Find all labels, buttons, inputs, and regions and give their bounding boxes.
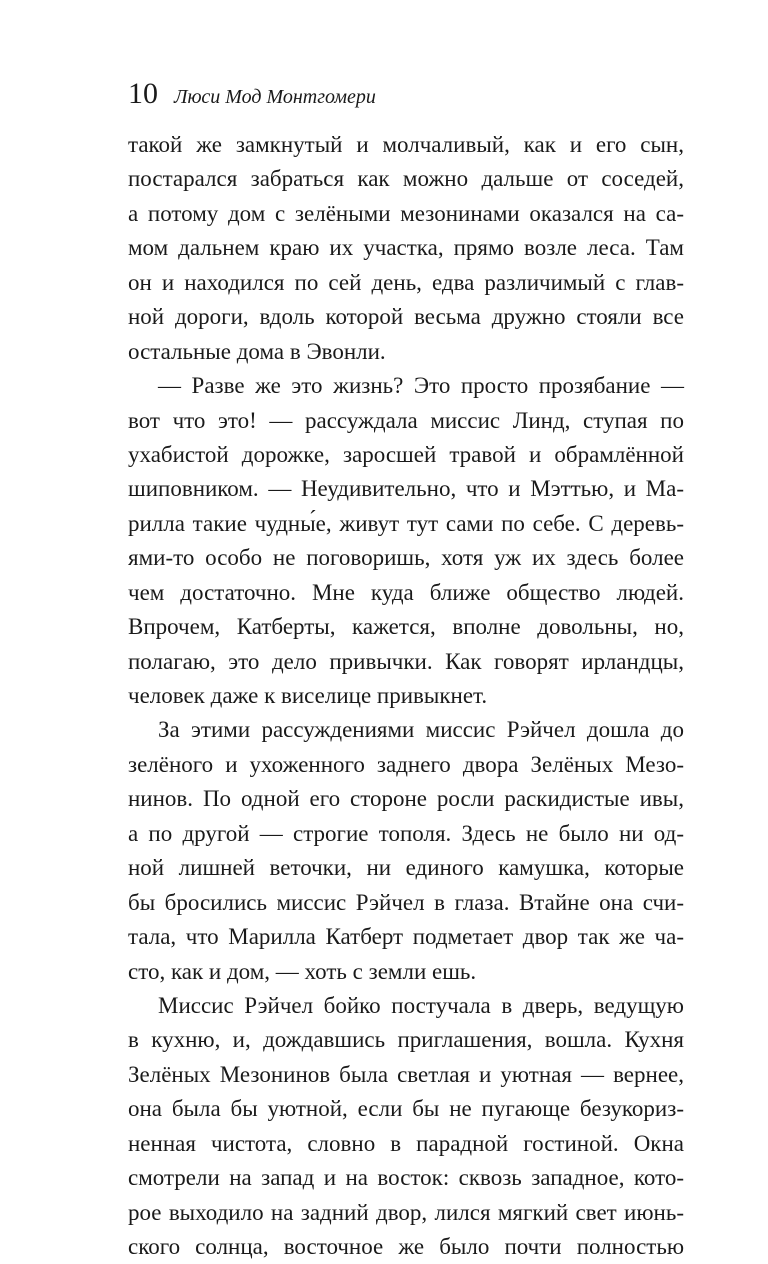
text-line: в кухню, и, дождавшись приглашения, вошла. Кухня [128,1027,684,1053]
text-line: ями-то особо не поговоришь, хотя уж их здесь более [128,545,684,571]
text-line: ского солнца, восточное же было почти полностью [128,1234,684,1259]
paragraph-last-line: сто, как и дом, — хоть с земли ешь. [128,958,477,984]
text-line: тала, что Марилла Катберт подметает двор так же ча- [128,924,684,950]
text-line: она была бы уютной, если бы не пугающе безукориз- [128,1096,684,1122]
paragraph-last-line: остальные дома в Эвонли. [128,338,386,364]
text-line: зелёного и ухоженного заднего двора Зелёных Мезо- [128,751,684,777]
text-line: ненная чистота, словно в парадной гостиной. Окна [128,1130,684,1156]
page-number: 10 [128,77,158,110]
text-line: вот что это! — рассуждала миссис Линд, ступая по [128,407,684,433]
text-line: рилла такие чудны́е, живут тут сами по себе. С деревь- [128,510,684,536]
text-line: ухабистой дорожке, заросшей травой и обрамлённой [128,441,684,467]
text-line: нинов. По одной его стороне росли раскидистые ивы, [128,786,684,812]
text-line: а по другой — строгие тополя. Здесь не было ни од- [128,820,684,846]
text-line: ной дороги, вдоль которой весьма дружно стояли все [128,304,684,330]
text-line: чем достаточно. Мне куда ближе общество людей. [128,579,684,605]
text-line: ной лишней веточки, ни единого камушка, которые [128,855,684,881]
text-line: Впрочем, Катберты, кажется, вполне довольны, но, [128,614,684,640]
paragraph-last-line: человек даже к виселице привыкнет. [128,683,488,708]
text-line: полагаю, это дело привычки. Как говорят ирландцы, [128,648,684,674]
body-text [128,128,684,1264]
running-head [128,76,376,112]
text-line: мом дальнем краю их участка, прямо возле леса. Там [128,235,684,261]
text-line: такой же замкнутый и молчаливый, как и его сын, [128,132,684,157]
text-line: бы бросились миссис Рэйчел в глаза. Втайне она счи- [128,889,684,915]
text-line: шиповником. — Неудивительно, что и Мэттью, и Ма- [128,476,684,502]
text-line: он и находился по сей день, едва различимый с глав- [128,269,684,295]
text-line: Зелёных Мезонинов была светлая и уютная — вернее, [128,1061,684,1087]
paragraph-first-line: За этими рассуждениями миссис Рэйчел дошла до [158,717,684,743]
text-line: постарался забраться как можно дальше от соседей, [128,166,684,192]
paragraph-first-line: — Разве же это жизнь? Это просто прозябание — [158,373,684,399]
text-line: рое выходило на задний двор, лился мягкий свет июнь- [128,1199,684,1225]
book-author: Люси Мод Монтгомери [174,86,376,108]
text-line: а потому дом с зелёными мезонинами оказался на са- [128,200,684,226]
text-line: смотрели на запад и на восток: сквозь западное, кото- [128,1165,684,1191]
paragraph-first-line: Миссис Рэйчел бойко постучала в дверь, ведущую [158,992,684,1018]
